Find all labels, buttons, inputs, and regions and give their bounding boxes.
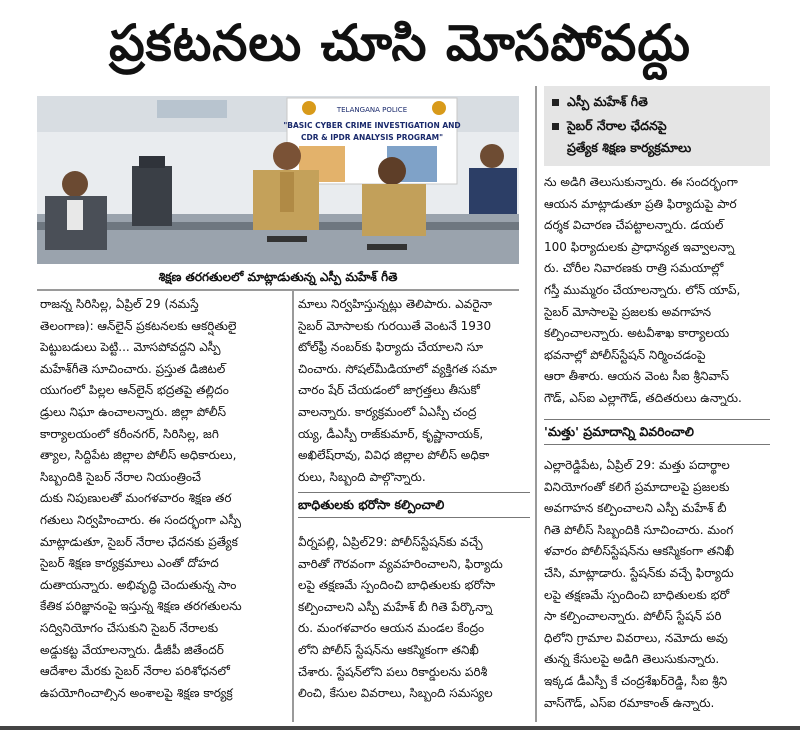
column-3b-text	[544, 455, 770, 714]
text-line: వాస్‌గౌడ్, ఎస్ఐ రమాకాంత్ ఉన్నారు.	[544, 695, 715, 710]
page-bottom-rule	[0, 726, 800, 730]
text-line: రులు, సిబ్బంది పాల్గొన్నారు.	[298, 469, 426, 484]
text-line: కార్యాలయంలో కరీంనగర్, సిరిసిల్ల, జగి	[40, 426, 219, 441]
caption-rule	[37, 289, 519, 291]
text-line: సైబర్ శిక్షణ కార్యక్రమాలు ఎంతో దోహద	[40, 556, 219, 571]
column-divider-left	[292, 290, 294, 722]
text-line: కేతిక పరిజ్ఞానంపై ఇస్తున్న శిక్షణ తరగతులను	[40, 599, 242, 614]
text-line: త్యాల, సిద్దిపేట జిల్లాల పోలీస్ అధికారులు,	[40, 448, 237, 463]
bullet-square-icon	[552, 99, 559, 106]
text-line: లపై తక్షణమే స్పందించి బాధితులకు భరోసా	[298, 578, 496, 593]
highlight-item: ఎస్పీ మహేశ్ గీతె	[552, 92, 648, 112]
text-line: అవగాహన కల్పించాలని ఎస్పీ మహేశ్ బీ	[544, 501, 727, 516]
text-line: వాలన్నారు. కార్యక్రమంలో ఏఎస్పీ చంద్ర	[298, 404, 477, 419]
headline: ప్రకటనలు చూసి మోసపోవద్దు	[109, 14, 691, 72]
text-line: దర్శక విచారణ చేపట్టాలన్నారు. డయల్	[544, 218, 724, 233]
text-line: య్య, డీఎస్పీ రాజ్‌కుమార్, కృష్ణానాయక్,	[298, 426, 484, 441]
text-line: తెలంగాణ): ఆన్‌లైన్ ప్రకటనలకు ఆకర్షితులై	[40, 318, 237, 333]
text-line: లపై తక్షణమే స్పందించి బాధితులకు భరో	[544, 587, 730, 602]
text-line: టోల్‌ఫ్రీ నంబర్‌కు ఫిర్యాదు చేయాలని సూ	[298, 340, 484, 355]
text-line: ను అడిగి తెలుసుకున్నారు. ఈ సందర్భంగా	[544, 175, 738, 189]
text-line: మాట్లాడుతూ, సైబర్ నేరాల ఛేదనకు ప్రత్యేక	[40, 534, 238, 549]
text-line: రాజన్న సిరిసిల్ల, ఏప్రిల్ 29 (నమస్తే	[40, 297, 199, 311]
text-line: మహేశ్‌గీతె సూచించారు. ప్రస్తుత డిజిటల్	[40, 361, 226, 376]
text-line: చారం షేర్ చేయడంలో జాగ్రత్తలు తీసుకో	[298, 383, 480, 398]
photo-caption: శిక్షణ తరగతులలో మాట్లాడుతున్న ఎస్పీ మహేశ్ గీతె	[158, 270, 398, 284]
text-line: అఖిలేష్‌రావు, వివిధ జిల్లాల పోలీస్ అధికా	[298, 448, 490, 463]
text-line: భవనాల్లో పోలీస్‌స్టేషన్ నిర్మించడంపై	[544, 347, 706, 362]
text-line: ఆదేశాల మేరకు సైబర్ నేరాల పరిశోధనలో	[40, 664, 230, 679]
column-2b-text	[298, 532, 530, 705]
banner-line2: CDR & IPDR ANALYSIS PROGRAM"	[300, 133, 444, 142]
text-line: వినియోగంతో కలిగే ప్రమాదాలపై ప్రజలకు	[544, 479, 730, 494]
text-line: చేశారు. స్టేషన్‌లోని పలు రికార్డులను పరిశీ	[298, 664, 488, 679]
text-line: గౌడ్, ఎస్ఐ ఎల్లాగౌడ్, తదితరులు ఉన్నారు.	[544, 390, 742, 405]
col3-subheading: 'మత్తు' ప్రమాదాన్ని వివరించాలి	[544, 419, 770, 445]
text-line: దుతాయన్నారు. అభివృద్ధి చెందుతున్న సాం	[40, 577, 237, 592]
text-line: కల్పించాలని ఎస్పీ మహేశ్ బీ గితె పేర్కొన్నా	[298, 599, 493, 614]
text-line: గస్తీ ముమ్మరం చేయాలన్నారు. లోన్ యాప్,	[544, 282, 741, 297]
text-line: వారితో గౌరవంగా వ్యవహరించాలని, ఫిర్యాదు	[298, 556, 503, 571]
text-line: మాలు నిర్వహిస్తున్నట్లు తెలిపారు. ఎవరైనా	[298, 297, 492, 311]
text-line: ఆరా తీశారు. ఆయన వెంట సీఐ శ్రీనివాస్	[544, 369, 730, 384]
text-line: ఎల్లారెడ్డిపేట, ఏప్రిల్ 29: మత్తు పదార్థాల	[544, 458, 730, 472]
text-line: చేసి, మాట్లాడారు. స్టేషన్‌కు వచ్చే ఫిర్యాదు	[544, 565, 734, 580]
text-line: చించారు. సోషల్‌మీడియాలో వ్యక్తిగత సమా	[298, 361, 497, 376]
text-line: సైబర్ మోసాలకు గురయితే వెంటనే 1930	[298, 318, 492, 333]
column-2-text	[298, 294, 530, 488]
column-3-text	[544, 172, 770, 410]
column-1-text	[40, 294, 288, 704]
text-line: గతులు నిర్వహించారు. ఈ సందర్భంగా ఎస్పీ	[40, 512, 241, 527]
text-line: లించి, కేసుల వివరాలు, సిబ్బంది సమస్యల	[298, 686, 493, 701]
banner-org: TELANGANA POLICE	[336, 106, 408, 114]
text-line: సా కల్పించాలన్నారు. పోలీస్ స్టేషన్ పరి	[544, 609, 722, 624]
text-line: ళవారం పోలీస్‌స్టేషన్‌ను ఆకస్మికంగా తనిఖీ	[544, 544, 735, 559]
text-line: పెట్టుబడులు పెట్టి... మోసపోవద్దని ఎస్పీ	[40, 340, 221, 355]
col2-subheading: బాధితులకు భరోసా కల్పించాలి	[298, 492, 530, 518]
text-line: రు. మంగళవారం ఆయన మండల కేంద్రం	[298, 621, 485, 636]
text-line: తున్న కేసులపై అడిగి తెలుసుకున్నారు.	[544, 652, 720, 667]
text-line: ఉపయోగించాల్సిన అంశాలపై శిక్షణ కార్యక్ర	[40, 685, 233, 700]
text-line: వీర్నపల్లి, ఏప్రిల్29: పోలీస్‌స్టేషన్‌కు వచ్చే	[298, 535, 483, 549]
text-line: యుగంలో పిల్లల ఆన్‌లైన్ భద్రతపై తల్లిదం	[40, 383, 229, 398]
highlight-item-continuation: ప్రత్యేక శిక్షణ కార్యక్రమాలు	[567, 140, 692, 155]
bullet-square-icon	[552, 123, 559, 130]
column-divider-right	[535, 86, 537, 722]
text-line: దుకు నిపుణులతో మంగళవారం శిక్షణ తర	[40, 491, 232, 506]
highlights-box	[544, 86, 770, 166]
text-line: సద్వినియోగం చేసుకుని సైబర్ నేరాలకు	[40, 620, 219, 635]
highlight-item: సైబర్ నేరాల ఛేదనపై	[552, 116, 667, 136]
text-line: సైబర్ మోసాలపై ప్రజలకు అవగాహన	[544, 304, 712, 319]
text-line: ధిలోని గ్రామాల వివరాలు, నమోదు అవు	[544, 630, 728, 645]
text-line: ఇక్కడ డీఎస్పీ కే చంద్రశేఖర్‌రెడ్డి, సీఐ శ్రీని	[544, 673, 728, 688]
text-line: లోని పోలీస్ స్టేషన్‌ను ఆకస్మికంగా తనిఖీ	[298, 642, 479, 657]
text-line: రు. చోరీల నివారణకు రాత్రి సమయాల్లో	[544, 261, 724, 276]
text-line: సిబ్బందికి సైబర్ నేరాల నియంత్రించే	[40, 469, 202, 484]
text-line: గితె పోలీస్ సిబ్బందికి సూచించారు. మంగ	[544, 522, 734, 537]
text-line: 100 ఫిర్యాదులకు ప్రాధాన్యత ఇవ్వాలన్నా	[544, 239, 735, 254]
text-line: కల్పించాలన్నారు. అటవీశాఖ కార్యాలయ	[544, 326, 730, 341]
text-line: డ్రులు నిఘా ఉంచాలన్నారు. జిల్లా పోలీస్	[40, 404, 227, 419]
banner-line1: "BASIC CYBER CRIME INVESTIGATION AND	[283, 121, 461, 130]
text-line: ఆయన మాట్లాడుతూ ప్రతి ఫిర్యాదుపై పార	[544, 196, 737, 211]
news-photo	[37, 96, 519, 264]
text-line: అడ్డుకట్ట వేయాలన్నారు. డీజీపీ జితేందర్	[40, 642, 224, 657]
